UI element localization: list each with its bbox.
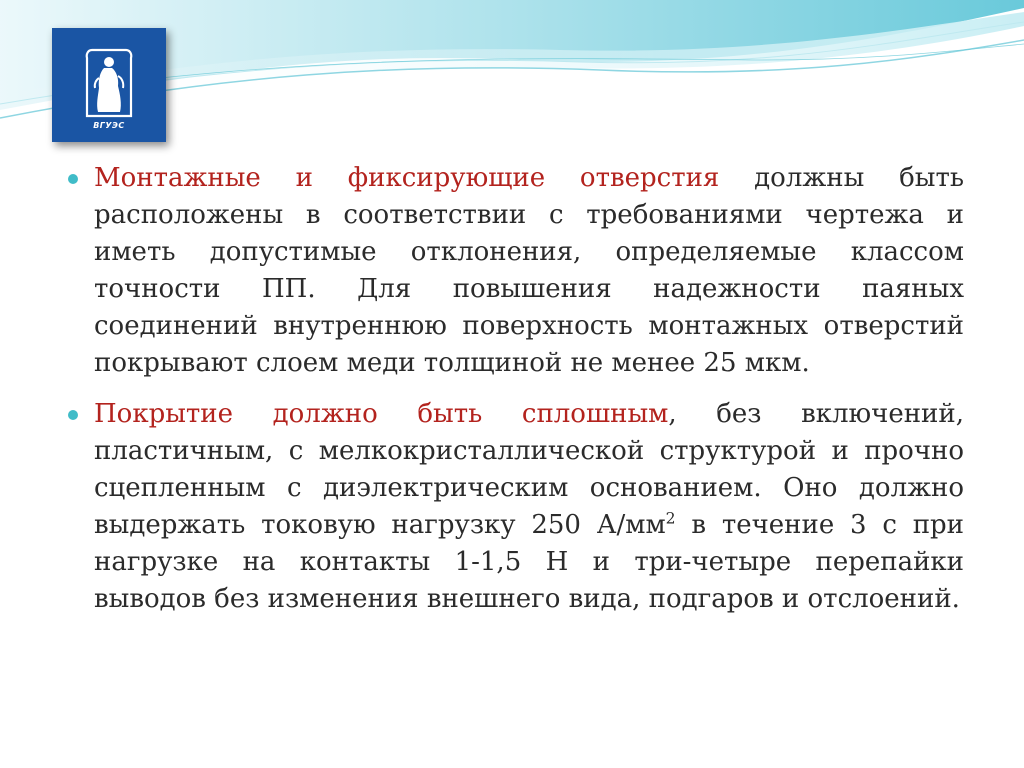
bullet-2-superscript: 2 xyxy=(665,509,676,528)
bullet-icon xyxy=(68,410,78,420)
bullet-2-highlight: Покрытие должно быть сплошным xyxy=(94,399,669,429)
bullet-1-highlight: Монтажные и фиксирующие отверстия xyxy=(94,163,720,193)
bullet-icon xyxy=(68,174,78,184)
university-logo xyxy=(52,28,166,142)
bullet-1-text: должны быть расположены в соответствии с требованиями чертежа и иметь допустимые отклонения, определяемые классом точности ПП. Для повышения надежности паяных соединений внутреннюю поверхность монтажных отверстий покрывают слоем меди толщиной не менее 25 мкм. xyxy=(94,163,964,378)
bullet-2-text: , без включений, пластичным, с мелкокристаллической структурой и прочно сцепленным с диэлектрическим основанием. Оно должно выдержать токовую нагрузку 250 А/мм xyxy=(94,399,964,540)
bullet-item-2 xyxy=(64,396,964,618)
bullet-item-1 xyxy=(64,160,964,382)
bullet-list xyxy=(64,160,964,632)
logo-text: ВГУЭС xyxy=(93,121,125,130)
bullet-2-text-end: в течение 3 с при нагрузке на контакты 1-1,5 Н и три-четыре перепайки выводов без изменения внешнего вида, подгаров и отслоений. xyxy=(94,510,964,614)
